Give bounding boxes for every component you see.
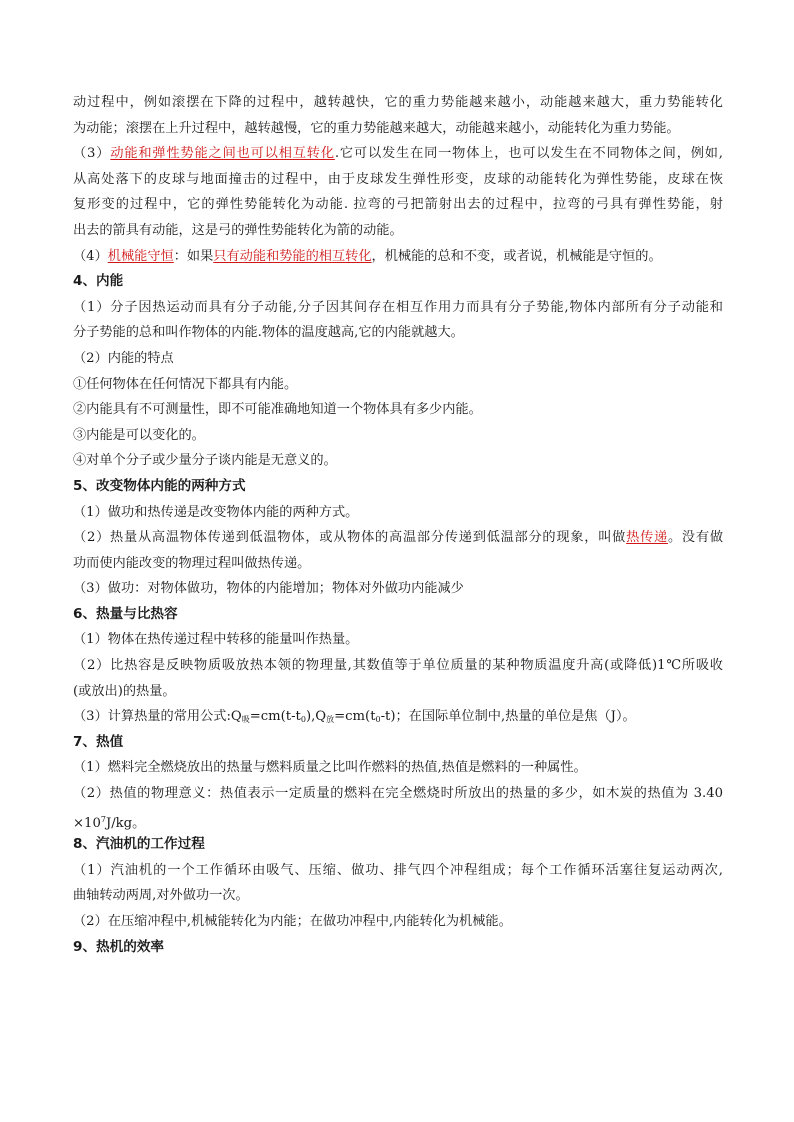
paragraph-line: 分子势能的总和叫作物体的内能.物体的温度越高,它的内能就越大。 — [73, 325, 464, 341]
paragraph-line: （1）汽油机的一个工作循环由吸气、压缩、做功、排气四个冲程组成；每个工作循环活塞往复运动两次, — [73, 862, 723, 878]
section-heading: 6、热量与比热容 — [73, 605, 178, 622]
paragraph-line: (或放出)的热量。 — [73, 683, 176, 699]
list-item: ④对单个分子或少量分子谈内能是无意义的。 — [73, 453, 337, 469]
paragraph-line: （3）做功：对物体做功，物体的内能增加；物体对外做功内能减少 — [73, 581, 464, 597]
paragraph-line: 动过程中，例如滚摆在下降的过程中，越转越快，它的重力势能越来越小，动能越来越大，重力势能转化 — [73, 95, 723, 110]
paragraph-line: （1）做功和热传递是改变物体内能的两种方式。 — [73, 504, 359, 520]
paragraph-line: （1）物体在热传递过程中转移的能量叫作热量。 — [73, 632, 359, 648]
paragraph-line: （2）内能的特点 — [73, 350, 174, 366]
item-number: （3） — [73, 146, 111, 162]
paragraph-line: 曲轴转动两周,对外做功一次。 — [73, 888, 249, 904]
paragraph-line: （2）热值的物理意义：热值表示一定质量的燃料在完全燃烧时所放出的热量的多少，如木炭的热值为 3.40 — [73, 786, 723, 802]
key-term-highlight: 机械能守恒 — [107, 248, 174, 264]
subscript: 放 — [326, 715, 335, 725]
text-run: ，机械能的总和不变，或者说，机械能是守恒的。 — [371, 248, 662, 264]
list-item: ②内能具有不可测量性，即不可能准确地知道一个物体具有多少内能。 — [73, 402, 482, 418]
formula-line: （3）计算热量的常用公式$:Q_吸=cm(t-t_0),Q_放=cm(t_0-t)$；在国际单位制中,热量的单位是焦（J）。 — [73, 709, 636, 725]
section-heading: 5、改变物体内能的两种方式 — [73, 477, 246, 494]
section-heading: 9、热机的效率 — [73, 938, 165, 955]
paragraph-line — [73, 244, 723, 270]
paragraph-line — [73, 141, 723, 167]
text-run: （2）热量从高温物体传递到低温物体，或从物体的高温部分传递到低温部分的现象，叫做 — [73, 530, 627, 546]
paragraph-line: 复形变的过程中，它的弹性势能转化为动能. 拉弯的弓把箭射出去的过程中，拉弯的弓具有弹性势能，射 — [73, 197, 723, 213]
paragraph-line: （2）比热容是反映物质吸放热本领的物理量,其数值等于单位质量的某种物质温度升高(或降低)1℃所吸收 — [73, 658, 723, 674]
subscript: 0 — [300, 715, 306, 725]
paragraph-line: $\times 10^7J/kg$。 — [73, 814, 146, 831]
document-page — [73, 90, 723, 960]
text-run: 。没有做 — [667, 530, 724, 546]
key-point-highlight: 动能和弹性势能之间也可以相互转化 — [110, 146, 335, 162]
item-number: （4） — [73, 248, 108, 264]
paragraph-line: 为动能；滚摆在上升过程中，越转越慢，它的重力势能越来越大，动能越来越小，动能转化为重力势能。 — [73, 120, 680, 136]
list-item: ①任何物体在任何情况下都具有内能。 — [73, 376, 298, 392]
key-term-highlight: 热传递 — [626, 530, 668, 546]
paragraph-line: 出去的箭具有动能，这是弓的弹性势能转化为箭的动能。 — [73, 222, 403, 238]
paragraph-line: （1）分子因热运动而具有分子动能,分子因其间存在相互作用力而具有分子势能,物体内部所有分子动能和 — [73, 299, 723, 315]
section-heading: 4、内能 — [73, 273, 124, 290]
text-run: .它可以发生在同一物体上，也可以发生在不同物体之间，例如, — [334, 146, 724, 162]
paragraph-line: （1）燃料完全燃烧放出的热量与燃料质量之比叫作燃料的热值,热值是燃料的一种属性。 — [73, 760, 587, 776]
list-item: ③内能是可以变化的。 — [73, 427, 205, 443]
paragraph-line: 功而使内能改变的物理过程叫做热传递。 — [73, 555, 311, 571]
subscript: 吸 — [241, 715, 250, 725]
key-point-highlight: 只有动能和势能的相互转化 — [213, 248, 372, 264]
text-run: ：如果 — [173, 248, 214, 264]
paragraph-line — [73, 525, 723, 551]
section-heading: 8、汽油机的工作过程 — [73, 836, 205, 853]
section-heading: 7、热值 — [73, 733, 124, 750]
paragraph-line: （2）在压缩冲程中,机械能转化为内能；在做功冲程中,内能转化为机械能。 — [73, 914, 512, 929]
paragraph-line: 从高处落下的皮球与地面撞击的过程中，由于皮球发生弹性形变，皮球的动能转化为弹性势能，皮球在恢 — [73, 171, 723, 187]
subscript: 0 — [375, 715, 381, 725]
superscript: 7 — [100, 814, 106, 824]
